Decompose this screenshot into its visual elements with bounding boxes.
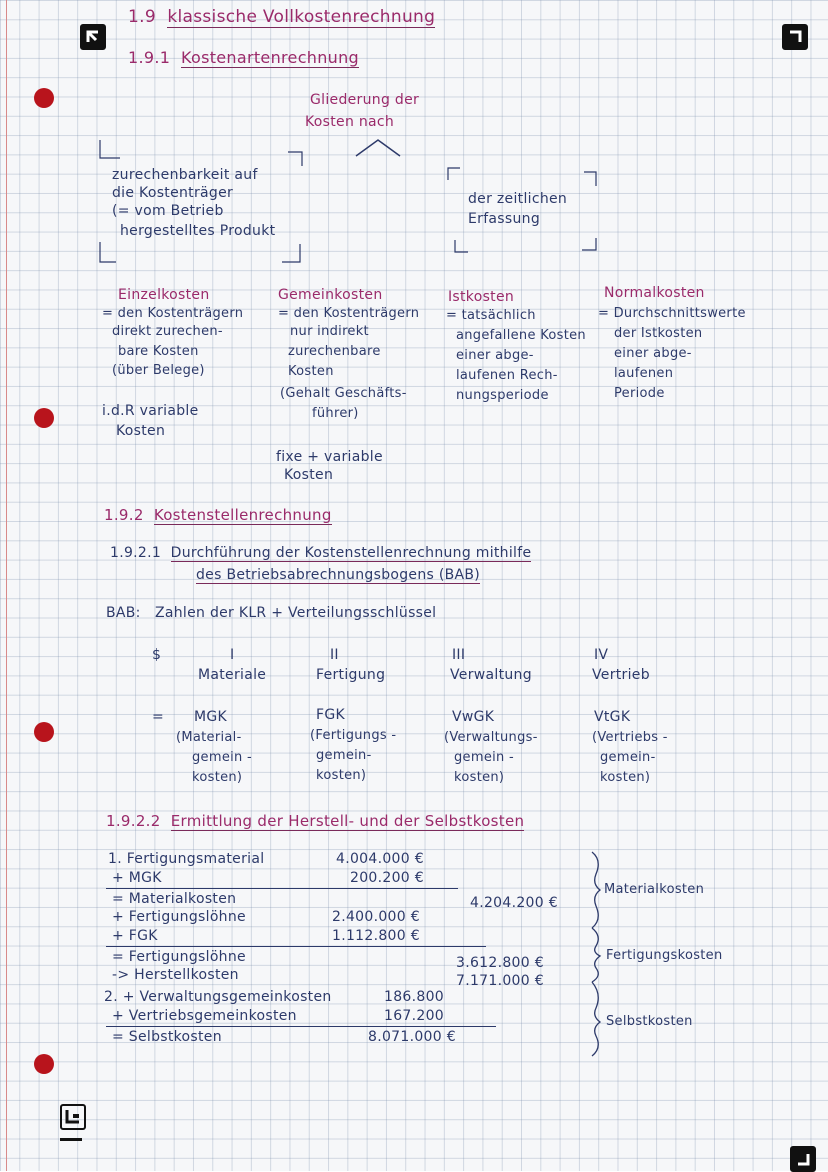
bab-marker: $	[152, 647, 162, 663]
ist-line4: laufenen Rech-	[456, 368, 558, 383]
ist-line2: angefallene Kosten	[456, 328, 586, 343]
stelle-abbr: VwGK	[452, 709, 495, 725]
normal-title: Normalkosten	[604, 285, 705, 301]
left-box-line2: die Kostenträger	[112, 185, 234, 201]
gemein-line4: Kosten	[288, 364, 334, 379]
stelle-desc: gemein -	[454, 750, 514, 765]
einzel-line4: (über Belege)	[112, 363, 205, 378]
gemein-title: Gemeinkosten	[278, 287, 383, 303]
stelle-desc: (Vertriebs -	[592, 730, 668, 745]
stelle-num: II	[330, 647, 339, 663]
normal-line5: Periode	[614, 386, 665, 401]
brace-label: Materialkosten	[604, 882, 705, 897]
calc-label: = Fertigungslöhne	[112, 949, 246, 965]
stelle-desc: kosten)	[316, 768, 367, 783]
stelle-desc: kosten)	[600, 770, 651, 785]
ist-line3: einer abge-	[456, 348, 534, 363]
stelle-abbr: VtGK	[594, 709, 631, 725]
normal-line1: = Durchschnittswerte	[598, 306, 746, 321]
left-box-line4: hergestelltes Produkt	[120, 223, 276, 239]
einzel-note2: Kosten	[116, 423, 166, 439]
brace-label: Selbstkosten	[606, 1014, 693, 1029]
normal-line3: einer abge-	[614, 346, 692, 361]
calc-v1: 186.800	[384, 989, 444, 1005]
stelle-name: Vertrieb	[592, 667, 650, 683]
stelle-desc: kosten)	[454, 770, 505, 785]
bab-text: Zahlen der KLR + Verteilungsschlüssel	[154, 605, 437, 621]
einzel-note1: i.d.R variable	[102, 403, 199, 419]
einzel-title: Einzelkosten	[118, 287, 210, 303]
stelle-desc: gemein-	[600, 750, 656, 765]
stelle-name: Materiale	[198, 667, 267, 683]
section-number: 1.9.2.1	[110, 545, 162, 561]
gemein-line2: nur indirekt	[290, 324, 369, 339]
stelle-abbr: FGK	[316, 707, 345, 723]
left-box-line1: zurechenbarkeit auf	[112, 167, 258, 183]
gemein-line6: führer)	[312, 406, 359, 421]
calc-label: + FGK	[112, 928, 158, 944]
calc-label: = Materialkosten	[112, 891, 237, 907]
calc-v2: 3.612.800 €	[456, 955, 544, 971]
section-number: 1.9.2	[104, 506, 144, 524]
calc-v1: 1.112.800 €	[332, 928, 420, 944]
section-title: Kostenstellenrechnung	[153, 506, 332, 524]
heading-number: 1.9	[128, 7, 156, 27]
stelle-num: III	[452, 647, 466, 663]
brace-label: Fertigungskosten	[606, 948, 723, 963]
stelle-desc: kosten)	[192, 770, 243, 785]
bab-label: BAB:	[106, 605, 141, 621]
s1921-text1: Durchführung der Kostenstellenrechnung mithilfe	[170, 545, 532, 561]
ist-line5: nungsperiode	[456, 388, 549, 403]
left-box-line3: (= vom Betrieb	[112, 203, 224, 219]
gemein-note2: Kosten	[284, 467, 334, 483]
section-title: Kostenartenrechnung	[181, 48, 360, 67]
right-box-line2: Erfassung	[468, 211, 541, 227]
calc-v1: 2.400.000 €	[332, 909, 420, 925]
calc-label: 1. Fertigungsmaterial	[108, 851, 265, 867]
calc-v1: 167.200	[384, 1008, 444, 1024]
normal-line4: laufenen	[614, 366, 674, 381]
calc-label: -> Herstellkosten	[112, 967, 239, 983]
einzel-line3: bare Kosten	[118, 344, 199, 359]
section-number: 1.9.2.2	[106, 812, 161, 830]
stelle-num: I	[230, 647, 235, 663]
gemein-note1: fixe + variable	[276, 449, 383, 465]
ist-title: Istkosten	[448, 289, 515, 305]
stelle-num: IV	[594, 647, 609, 663]
s1921-text2: des Betriebsabrechnungsbogens (BAB)	[196, 567, 481, 583]
calc-v1: 8.071.000 €	[368, 1029, 456, 1045]
gliederung-line1: Gliederung der	[310, 92, 420, 108]
calc-v1: 200.200 €	[350, 870, 424, 886]
calc-v2: 7.171.000 €	[456, 973, 544, 989]
calc-v1: 4.004.000 €	[336, 851, 424, 867]
section-title: Ermittlung der Herstell- und der Selbstkosten	[170, 812, 525, 830]
ist-line1: = tatsächlich	[446, 308, 536, 323]
einzel-line1: = den Kostenträgern	[102, 306, 244, 321]
normal-line2: der Istkosten	[614, 326, 703, 341]
stelle-desc: (Material-	[176, 730, 242, 745]
stelle-desc: (Verwaltungs-	[444, 730, 538, 745]
calc-label: + Vertriebsgemeinkosten	[112, 1008, 297, 1024]
stelle-desc: (Fertigungs -	[310, 728, 397, 743]
eq-sign: =	[152, 709, 165, 725]
stelle-desc: gemein-	[316, 748, 372, 763]
calc-label: + MGK	[112, 870, 162, 886]
calc-label: + Fertigungslöhne	[112, 909, 246, 925]
gemein-line3: zurechenbare	[288, 344, 381, 359]
section-number: 1.9.1	[128, 48, 171, 67]
calc-v2: 4.204.200 €	[470, 895, 558, 911]
calc-label: = Selbstkosten	[112, 1029, 222, 1045]
calc-label: 2. + Verwaltungsgemeinkosten	[104, 989, 332, 1005]
einzel-line2: direkt zurechen-	[112, 324, 223, 339]
gemein-line5: (Gehalt Geschäfts-	[280, 386, 407, 401]
gliederung-line2: Kosten nach	[305, 114, 395, 130]
stelle-name: Verwaltung	[450, 667, 532, 683]
right-box-line1: der zeitlichen	[468, 191, 568, 207]
stelle-abbr: MGK	[194, 709, 228, 725]
stelle-desc: gemein -	[192, 750, 252, 765]
gemein-line1: = den Kostenträgern	[278, 306, 420, 321]
heading-title: klassische Vollkostenrechnung	[167, 7, 436, 27]
stelle-name: Fertigung	[316, 667, 386, 683]
